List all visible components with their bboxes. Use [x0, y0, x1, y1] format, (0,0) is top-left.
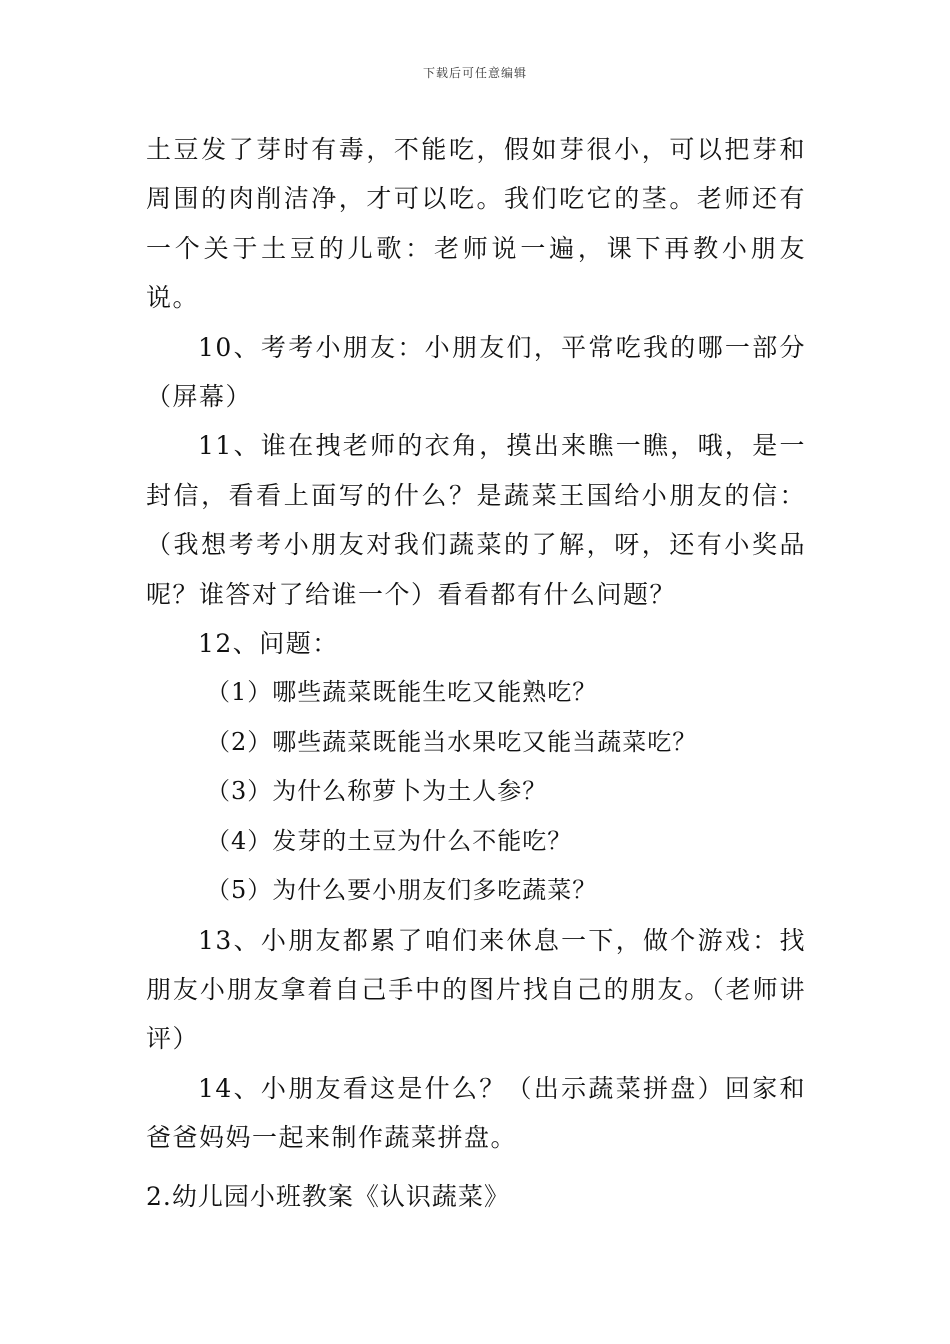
question-item-3: （3）为什么称萝卜为土人参？: [206, 777, 548, 806]
section-title: 2.幼儿园小班教案《认识蔬菜》: [146, 1182, 510, 1211]
paragraph-potato-sprout: 土豆发了芽时有毒，不能吃，假如芽很小，可以把芽和周围的肉削洁净，才可以吃。我们吃它的茎。老师还有一个关于土豆的儿歌：老师说一遍，课下再教小朋友说。: [146, 135, 806, 313]
document-body: [146, 125, 806, 1163]
paragraph-step-11: 11、谁在拽老师的衣角，摸出来瞧一瞧，哦，是一封信，看看上面写的什么？是蔬菜王国给小朋友的信：（我想考考小朋友对我们蔬菜的了解，呀，还有小奖品呢？谁答对了给谁一个）看看都有什么问题？: [146, 431, 806, 609]
paragraph-step-14: 14、小朋友看这是什么？（出示蔬菜拼盘）回家和爸爸妈妈一起来制作蔬菜拼盘。: [146, 1073, 806, 1153]
paragraph-step-13: 13、小朋友都累了咱们来休息一下，做个游戏：找朋友小朋友拿着自己手中的图片找自己的朋友。（老师讲评）: [146, 925, 806, 1054]
paragraph-step-12: 12、问题：: [198, 629, 339, 659]
question-item-2: （2）哪些蔬菜既能当水果吃又能当蔬菜吃？: [206, 727, 698, 756]
paragraph-step-10: 10、考考小朋友：小朋友们，平常吃我的哪一部分（屏幕）: [146, 332, 806, 412]
page-header-note: 下载后可任意编辑: [422, 66, 527, 80]
question-item-4: （4）发芽的土豆为什么不能吃？: [206, 826, 573, 855]
question-item-1: （1）哪些蔬菜既能生吃又能熟吃？: [206, 678, 598, 707]
question-item-5: （5）为什么要小朋友们多吃蔬菜？: [206, 876, 598, 905]
